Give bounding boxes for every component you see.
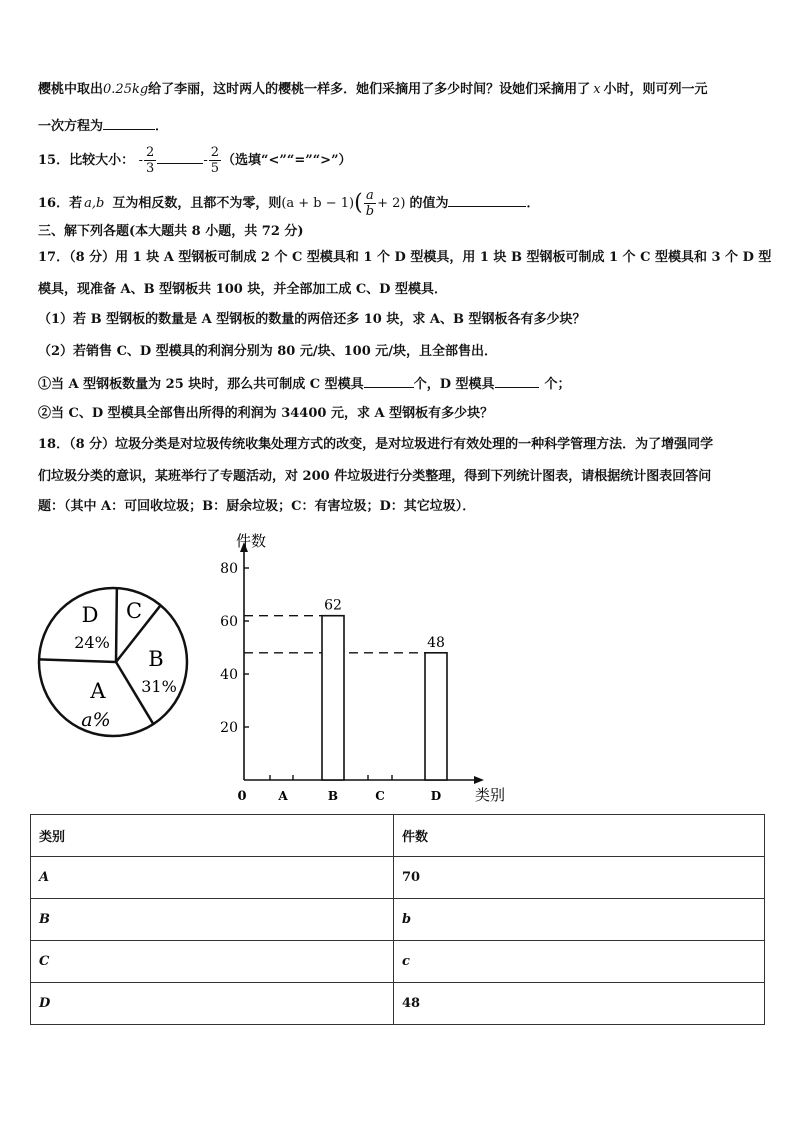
- q14-amount: 0.25kg: [103, 82, 149, 97]
- table-header-count: 件数: [394, 815, 765, 857]
- q17-part1: （1）若 B 型钢板的数量是 A 型钢板的数量的两倍还多 10 块，求 A、B 型钢板各有多少块？: [38, 312, 586, 327]
- table-cell-category: B: [31, 899, 394, 941]
- q15-left-sign: -: [138, 153, 144, 168]
- x-tick-label-d: D: [430, 789, 442, 803]
- q14-answer-blank[interactable]: [103, 115, 155, 130]
- q14-text-1: 樱桃中取出: [38, 82, 104, 97]
- section-3-heading: 三、解下列各题(本大题共 8 小题，共 72 分): [38, 224, 304, 239]
- q15-number: 15．比较大小：: [38, 153, 135, 168]
- pie-label-b: B: [148, 647, 164, 671]
- q16-expr-fraction: [364, 188, 376, 219]
- q15-right-den: 5: [210, 161, 219, 176]
- table-row: [31, 941, 765, 983]
- q14-text-4: 一次方程为: [38, 119, 104, 134]
- x-axis-label: 类别: [474, 786, 506, 804]
- pie-chart: [36, 578, 196, 748]
- pie-value-d: 24%: [74, 633, 110, 652]
- q16-expr-tail: + 2): [377, 196, 406, 211]
- table-header-row: [31, 815, 765, 857]
- q15-right-sign: -: [203, 153, 208, 168]
- q17-d-blank[interactable]: [495, 373, 539, 388]
- q16-line: [38, 188, 539, 219]
- q16-frac-den: b: [365, 204, 375, 219]
- q16-expr-open: (a + b − 1): [281, 196, 355, 211]
- table-row: [31, 857, 765, 899]
- bar-label-b: 62: [324, 597, 342, 614]
- q14-var: x: [593, 82, 601, 97]
- pie-label-c: C: [125, 599, 143, 623]
- table-cell-count: 70: [394, 857, 765, 899]
- bar-chart: [220, 528, 520, 808]
- table-row: [31, 899, 765, 941]
- q16-answer-blank[interactable]: [448, 192, 526, 207]
- pie-value-b: 31%: [141, 677, 177, 696]
- q17-part2: （2）若销售 C、D 型模具的利润分别为 80 元/块、100 元/块，且全部售出．: [38, 344, 498, 359]
- q17-sub1-text-c: 个；: [544, 377, 571, 392]
- q18-line2: 们垃圾分类的意识，某班举行了专题活动，对 200 件垃圾进行分类整理，得到下列统计图表，请根据统计图表回答问: [38, 469, 712, 484]
- q15-answer-blank[interactable]: [157, 149, 203, 164]
- table-cell-count: b: [394, 899, 765, 941]
- bar-d: [425, 653, 447, 780]
- y-tick-label: 20: [220, 720, 238, 736]
- x-axis-arrow: [474, 776, 484, 784]
- q17-c-blank[interactable]: [364, 373, 414, 388]
- q17-sub2: ②当 C、D 型模具全部售出所得的利润为 34400 元，求 A 型钢板有多少块？: [38, 406, 494, 421]
- table-cell-count: c: [394, 941, 765, 983]
- q18-line1: 18．（8 分）垃圾分类是对垃圾传统收集处理方式的改变，是对垃圾进行有效处理的一种科学管理方法．为了增强同学: [38, 437, 714, 452]
- pie-divider-d-c: [116, 588, 117, 662]
- q15-right-fraction: [209, 145, 221, 176]
- q14-line2: [38, 115, 168, 137]
- x-tick-label-b: B: [327, 789, 339, 803]
- q16-number: 16．若: [38, 196, 83, 211]
- q15-left-num: 2: [146, 145, 155, 160]
- origin-label: 0: [237, 789, 247, 804]
- q15-hint: （选填“<”“=”“>”）: [222, 153, 352, 168]
- x-tick-label-a: A: [278, 789, 288, 803]
- q14-text-end: ．: [155, 119, 169, 134]
- table-cell-category: D: [31, 983, 394, 1025]
- q15-left-den: 3: [146, 161, 155, 176]
- pie-value-a: a%: [81, 709, 111, 731]
- q18-line3: 题：（其中 A：可回收垃圾；B：厨余垃圾；C：有害垃圾；D：其它垃圾）．: [38, 499, 476, 514]
- q15-left-fraction: [144, 145, 156, 176]
- q14-text-3: 小时，则可列一元: [603, 82, 708, 97]
- bar-label-d: 48: [427, 634, 445, 651]
- bar-b: [322, 616, 344, 780]
- q17-sub1: [38, 373, 571, 395]
- q14-line1: [38, 80, 708, 100]
- q17-line2: 模具，现准备 A、B 型钢板共 100 块，并全部加工成 C、D 型模具．: [38, 282, 447, 297]
- q14-text-2: 给了李丽，这时两人的樱桃一样多．她们采摘用了多少时间？设她们采摘用了: [148, 82, 591, 97]
- y-tick-label: 80: [220, 561, 238, 577]
- q15-line: [38, 145, 352, 176]
- q16-vars: a,b: [84, 196, 105, 211]
- q16-frac-num: a: [366, 188, 374, 203]
- y-axis-label: 件数: [235, 532, 267, 550]
- x-tick-label-c: C: [375, 789, 385, 803]
- q15-right-num: 2: [210, 145, 219, 160]
- table-cell-count: 48: [394, 983, 765, 1025]
- q16-end: ．: [526, 196, 540, 211]
- y-tick-label: 40: [220, 667, 238, 683]
- table-header-category: 类别: [31, 815, 394, 857]
- q17-sub1-text-b: 个，D 型模具: [413, 377, 495, 392]
- q16-paren: (: [354, 190, 363, 216]
- q16-text-2: 的值为: [409, 196, 449, 211]
- pie-label-a: A: [90, 679, 106, 703]
- pie-label-d: D: [81, 603, 99, 627]
- data-table: [30, 814, 765, 1025]
- y-tick-label: 60: [220, 614, 238, 630]
- table-cell-category: A: [31, 857, 394, 899]
- table-cell-category: C: [31, 941, 394, 983]
- table-row: [31, 983, 765, 1025]
- q17-line1: 17．（8 分）用 1 块 A 型钢板可制成 2 个 C 型模具和 1 个 D 型模具，用 1 块 B 型钢板可制成 1 个 C 型模具和 3 个 D 型: [38, 250, 772, 265]
- q17-sub1-text-a: ①当 A 型钢板数量为 25 块时，那么共可制成 C 型模具: [38, 377, 364, 392]
- q16-text-1: 互为相反数，且都不为零，则: [112, 196, 282, 211]
